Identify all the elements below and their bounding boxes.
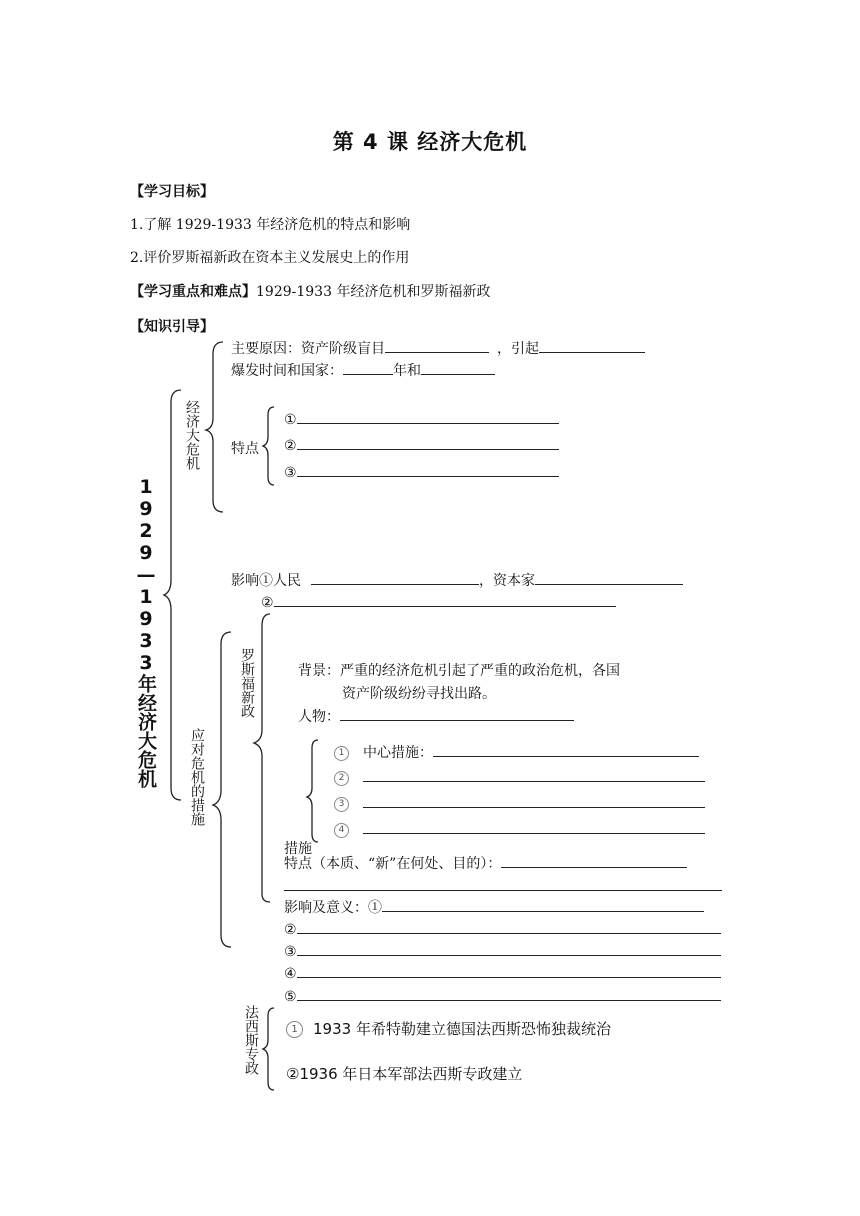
feature-3: ③ — [284, 463, 559, 481]
significance-blank-1[interactable] — [382, 898, 704, 912]
goal-2: 2.评价罗斯福新政在资本主义发展史上的作用 — [130, 250, 410, 266]
significance-blank-3[interactable] — [297, 942, 721, 956]
outbreak-line — [231, 360, 495, 380]
impact-line — [231, 570, 683, 590]
significance-3: ③ — [284, 942, 721, 960]
crisis-label: 经济大危机 — [184, 400, 200, 470]
significance-5: ⑤ — [284, 987, 721, 1005]
feature-1: ① — [284, 410, 559, 428]
cause-line — [231, 338, 645, 358]
goal-1: 1.了解 1929-1933 年经济危机的特点和影响 — [130, 217, 411, 233]
feature-blank[interactable] — [501, 854, 687, 868]
outbreak-prefix: 爆发时间和国家： — [231, 363, 343, 379]
response-label: 应对危机的措施 — [189, 728, 205, 826]
significance-blank-2[interactable] — [297, 920, 721, 934]
fascist-label: 法西斯专政 — [243, 1005, 259, 1075]
feature-3-blank[interactable] — [297, 463, 559, 477]
fascist-item-1: 1 1933 年希特勒建立德国法西斯恐怖独裁统治 — [286, 1018, 611, 1039]
measure-4: 4 — [334, 820, 705, 838]
lower-brace — [205, 630, 235, 990]
features-brace — [262, 405, 282, 485]
measure-3-blank[interactable] — [363, 794, 705, 808]
impact-prefix: 影响①人民 — [231, 573, 301, 589]
feature-line: 特点（本质、“新”在何处、目的）： — [284, 853, 687, 873]
outbreak-mid: 年和 — [393, 363, 421, 379]
new-deal-label: 罗斯福新政 — [239, 648, 255, 718]
impact-second-blank[interactable] — [274, 593, 616, 607]
measure-2: 2 — [334, 768, 705, 786]
measures-brace — [306, 738, 326, 848]
significance-line: 影响及意义：① — [284, 897, 704, 917]
guide-heading: 【知识引导】 — [130, 319, 214, 335]
main-topic-label: 1929—1933年经济大危机 — [135, 476, 157, 788]
cause-prefix: 主要原因：资产阶级盲目 — [231, 341, 385, 357]
measure-1-blank[interactable] — [433, 743, 699, 757]
cause-blank-1[interactable] — [385, 339, 489, 353]
feature-blank-2[interactable] — [284, 890, 722, 891]
background-line-1: 背景：严重的经济危机引起了严重的政治危机，各国 — [298, 663, 620, 679]
measure-2-blank[interactable] — [363, 768, 705, 782]
cause-blank-2[interactable] — [539, 339, 645, 353]
measure-1: 1 中心措施： — [334, 742, 699, 762]
cause-mid: ，引起 — [497, 341, 539, 357]
features-label: 特点 — [231, 441, 259, 457]
significance-4: ④ — [284, 964, 721, 982]
measure-4-blank[interactable] — [363, 820, 705, 834]
person-line: 人物： — [298, 706, 574, 726]
fascist-brace — [262, 1006, 282, 1096]
key-text: 1929-1933 年经济危机和罗斯福新政 — [256, 284, 491, 300]
page-title: 第 4 课 经济大危机 — [332, 130, 528, 154]
impact-capitalist-blank[interactable] — [535, 571, 683, 585]
person-blank[interactable] — [340, 707, 574, 721]
new-deal-brace — [252, 612, 282, 902]
significance-2: ② — [284, 920, 721, 938]
impact-mid: ，资本家 — [479, 573, 535, 589]
fascist-item-2: ②1936 年日本军部法西斯专政建立 — [286, 1065, 523, 1083]
outbreak-year-blank[interactable] — [343, 361, 393, 375]
goals-heading: 【学习目标】 — [130, 184, 214, 200]
significance-blank-5[interactable] — [297, 987, 721, 1001]
feature-2-blank[interactable] — [297, 436, 559, 450]
impact-people-blank[interactable] — [311, 571, 479, 585]
background-line-2: 资产阶级纷纷寻找出路。 — [342, 686, 496, 702]
key-heading: 【学习重点和难点】 — [130, 284, 256, 300]
measures-label: 措施 — [284, 841, 312, 857]
feature-2: ② — [284, 436, 559, 454]
feature-1-blank[interactable] — [297, 410, 559, 424]
significance-blank-4[interactable] — [297, 964, 721, 978]
main-brace — [163, 388, 193, 948]
key-points — [130, 281, 490, 301]
measure-3: 3 — [334, 794, 705, 812]
impact-second: ② — [261, 593, 616, 611]
outbreak-country-blank[interactable] — [421, 361, 495, 375]
